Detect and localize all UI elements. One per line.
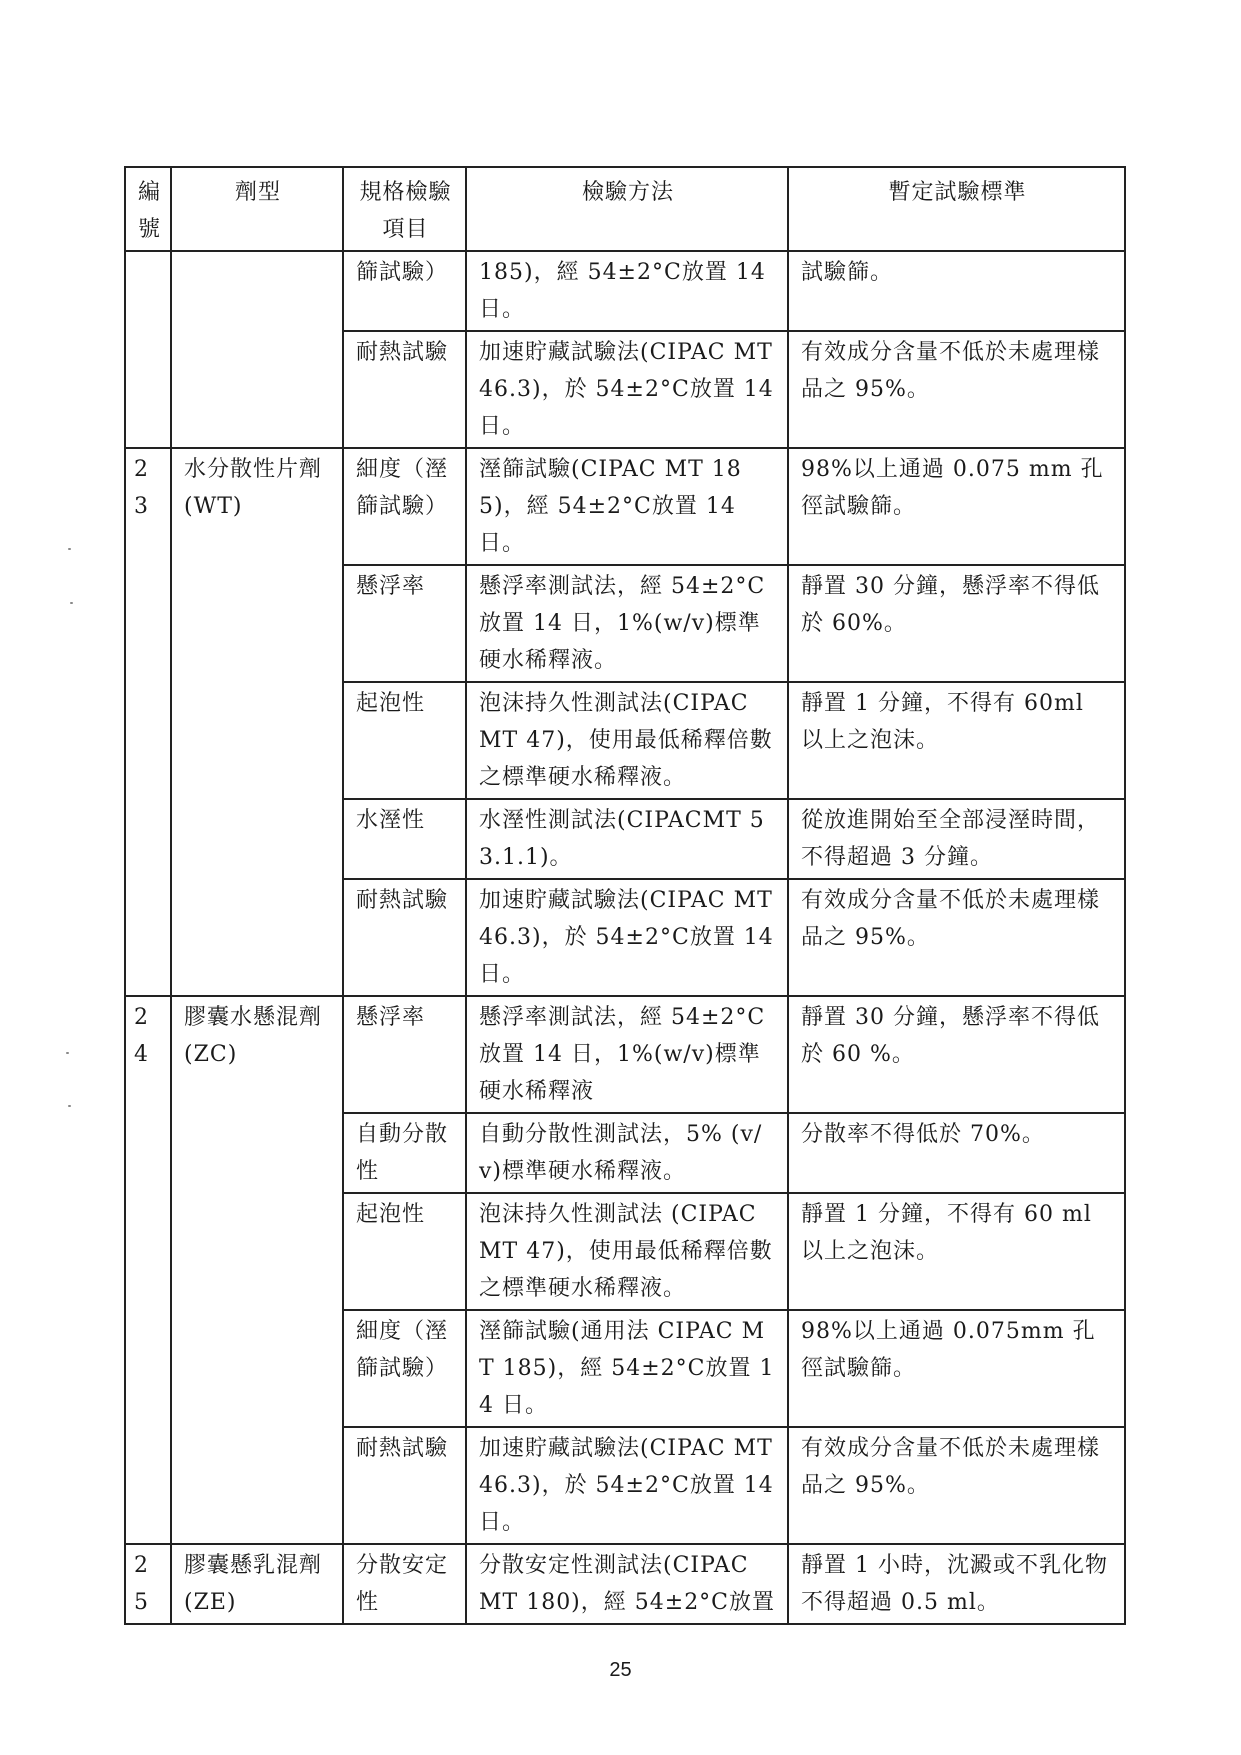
table-row (125, 996, 1125, 1113)
row-method: 懸浮率測試法，經 54±2°C放置 14 日，1%(w/v)標準硬水稀釋液。 (466, 565, 788, 682)
row-item: 自動分散性 (343, 1113, 466, 1193)
header-formulation: 劑型 (171, 167, 343, 251)
row-no: 24 (125, 996, 171, 1544)
row-item: 耐熱試驗 (343, 879, 466, 996)
row-standard: 98%以上通過 0.075 mm 孔徑試驗篩。 (788, 448, 1125, 565)
row-standard: 有效成分含量不低於未處理樣品之 95%。 (788, 331, 1125, 448)
row-item: 起泡性 (343, 682, 466, 799)
row-formulation: 膠囊水懸混劑(ZC) (171, 996, 343, 1544)
row-item: 細度（溼篩試驗） (343, 1310, 466, 1427)
row-formulation (171, 251, 343, 448)
row-method: 加速貯藏試驗法(CIPAC MT 46.3)，於 54±2°C放置 14 日。 (466, 331, 788, 448)
row-item: 懸浮率 (343, 996, 466, 1113)
row-method: 泡沫持久性測試法(CIPAC MT 47)，使用最低稀釋倍數之標準硬水稀釋液。 (466, 682, 788, 799)
row-item: 篩試驗） (343, 251, 466, 331)
row-standard: 靜置 1 分鐘，不得有 60 ml 以上之泡沫。 (788, 1193, 1125, 1310)
row-method: 溼篩試驗(CIPAC MT 185)，經 54±2°C放置 14 日。 (466, 448, 788, 565)
header-standard: 暫定試驗標準 (788, 167, 1125, 251)
row-item: 懸浮率 (343, 565, 466, 682)
row-standard: 分散率不得低於 70%。 (788, 1113, 1125, 1193)
row-method: 泡沫持久性測試法 (CIPAC MT 47)，使用最低稀釋倍數之標準硬水稀釋液。 (466, 1193, 788, 1310)
row-item: 起泡性 (343, 1193, 466, 1310)
scan-speck (68, 548, 71, 550)
scan-speck (68, 1105, 71, 1107)
row-method: 185)，經 54±2°C放置 14 日。 (466, 251, 788, 331)
row-formulation: 水分散性片劑(WT) (171, 448, 343, 996)
table-row (125, 1544, 1125, 1624)
row-item: 細度（溼篩試驗） (343, 448, 466, 565)
row-item: 水溼性 (343, 799, 466, 879)
row-standard: 靜置 1 小時，沈澱或不乳化物 不得超過 0.5 ml。 (788, 1544, 1125, 1624)
header-spec-item: 規格檢驗項目 (343, 167, 466, 251)
row-method: 水溼性測試法(CIPACMT 53.1.1)。 (466, 799, 788, 879)
row-standard: 有效成分含量不低於未處理樣品之 95%。 (788, 1427, 1125, 1544)
row-method: 懸浮率測試法，經 54±2°C放置 14 日，1%(w/v)標準硬水稀釋液 (466, 996, 788, 1113)
scan-speck (70, 602, 73, 604)
row-standard: 靜置 30 分鐘，懸浮率不得低於 60 %。 (788, 996, 1125, 1113)
table-row (125, 448, 1125, 565)
row-method: 自動分散性測試法，5% (v/v)標準硬水稀釋液。 (466, 1113, 788, 1193)
row-standard: 98%以上通過 0.075mm 孔徑試驗篩。 (788, 1310, 1125, 1427)
row-method: 加速貯藏試驗法(CIPAC MT 46.3)，於 54±2°C放置 14 日。 (466, 879, 788, 996)
row-standard: 從放進開始至全部浸溼時間，不得超過 3 分鐘。 (788, 799, 1125, 879)
row-method: 溼篩試驗(通用法 CIPAC MT 185)，經 54±2°C放置 14 日。 (466, 1310, 788, 1427)
page-number: 25 (609, 1659, 632, 1681)
row-no (125, 251, 171, 448)
row-standard: 靜置 30 分鐘，懸浮率不得低於 60%。 (788, 565, 1125, 682)
row-method: 分散安定性測試法(CIPAC MT 180)，經 54±2°C放置 (466, 1544, 788, 1624)
row-standard: 靜置 1 分鐘，不得有 60ml 以上之泡沫。 (788, 682, 1125, 799)
header-no: 編號 (125, 167, 171, 251)
row-item: 耐熱試驗 (343, 1427, 466, 1544)
row-item: 分散安定性 (343, 1544, 466, 1624)
row-item: 耐熱試驗 (343, 331, 466, 448)
row-standard: 試驗篩。 (788, 251, 1125, 331)
scan-speck (66, 1052, 69, 1054)
row-formulation: 膠囊懸乳混劑(ZE) (171, 1544, 343, 1624)
table-header-row (125, 167, 1125, 251)
row-no: 23 (125, 448, 171, 996)
header-method: 檢驗方法 (466, 167, 788, 251)
table-row (125, 251, 1125, 331)
row-method: 加速貯藏試驗法(CIPAC MT 46.3)，於 54±2°C放置 14 日。 (466, 1427, 788, 1544)
row-standard: 有效成分含量不低於未處理樣品之 95%。 (788, 879, 1125, 996)
spec-table (124, 166, 1126, 1625)
row-no: 25 (125, 1544, 171, 1624)
